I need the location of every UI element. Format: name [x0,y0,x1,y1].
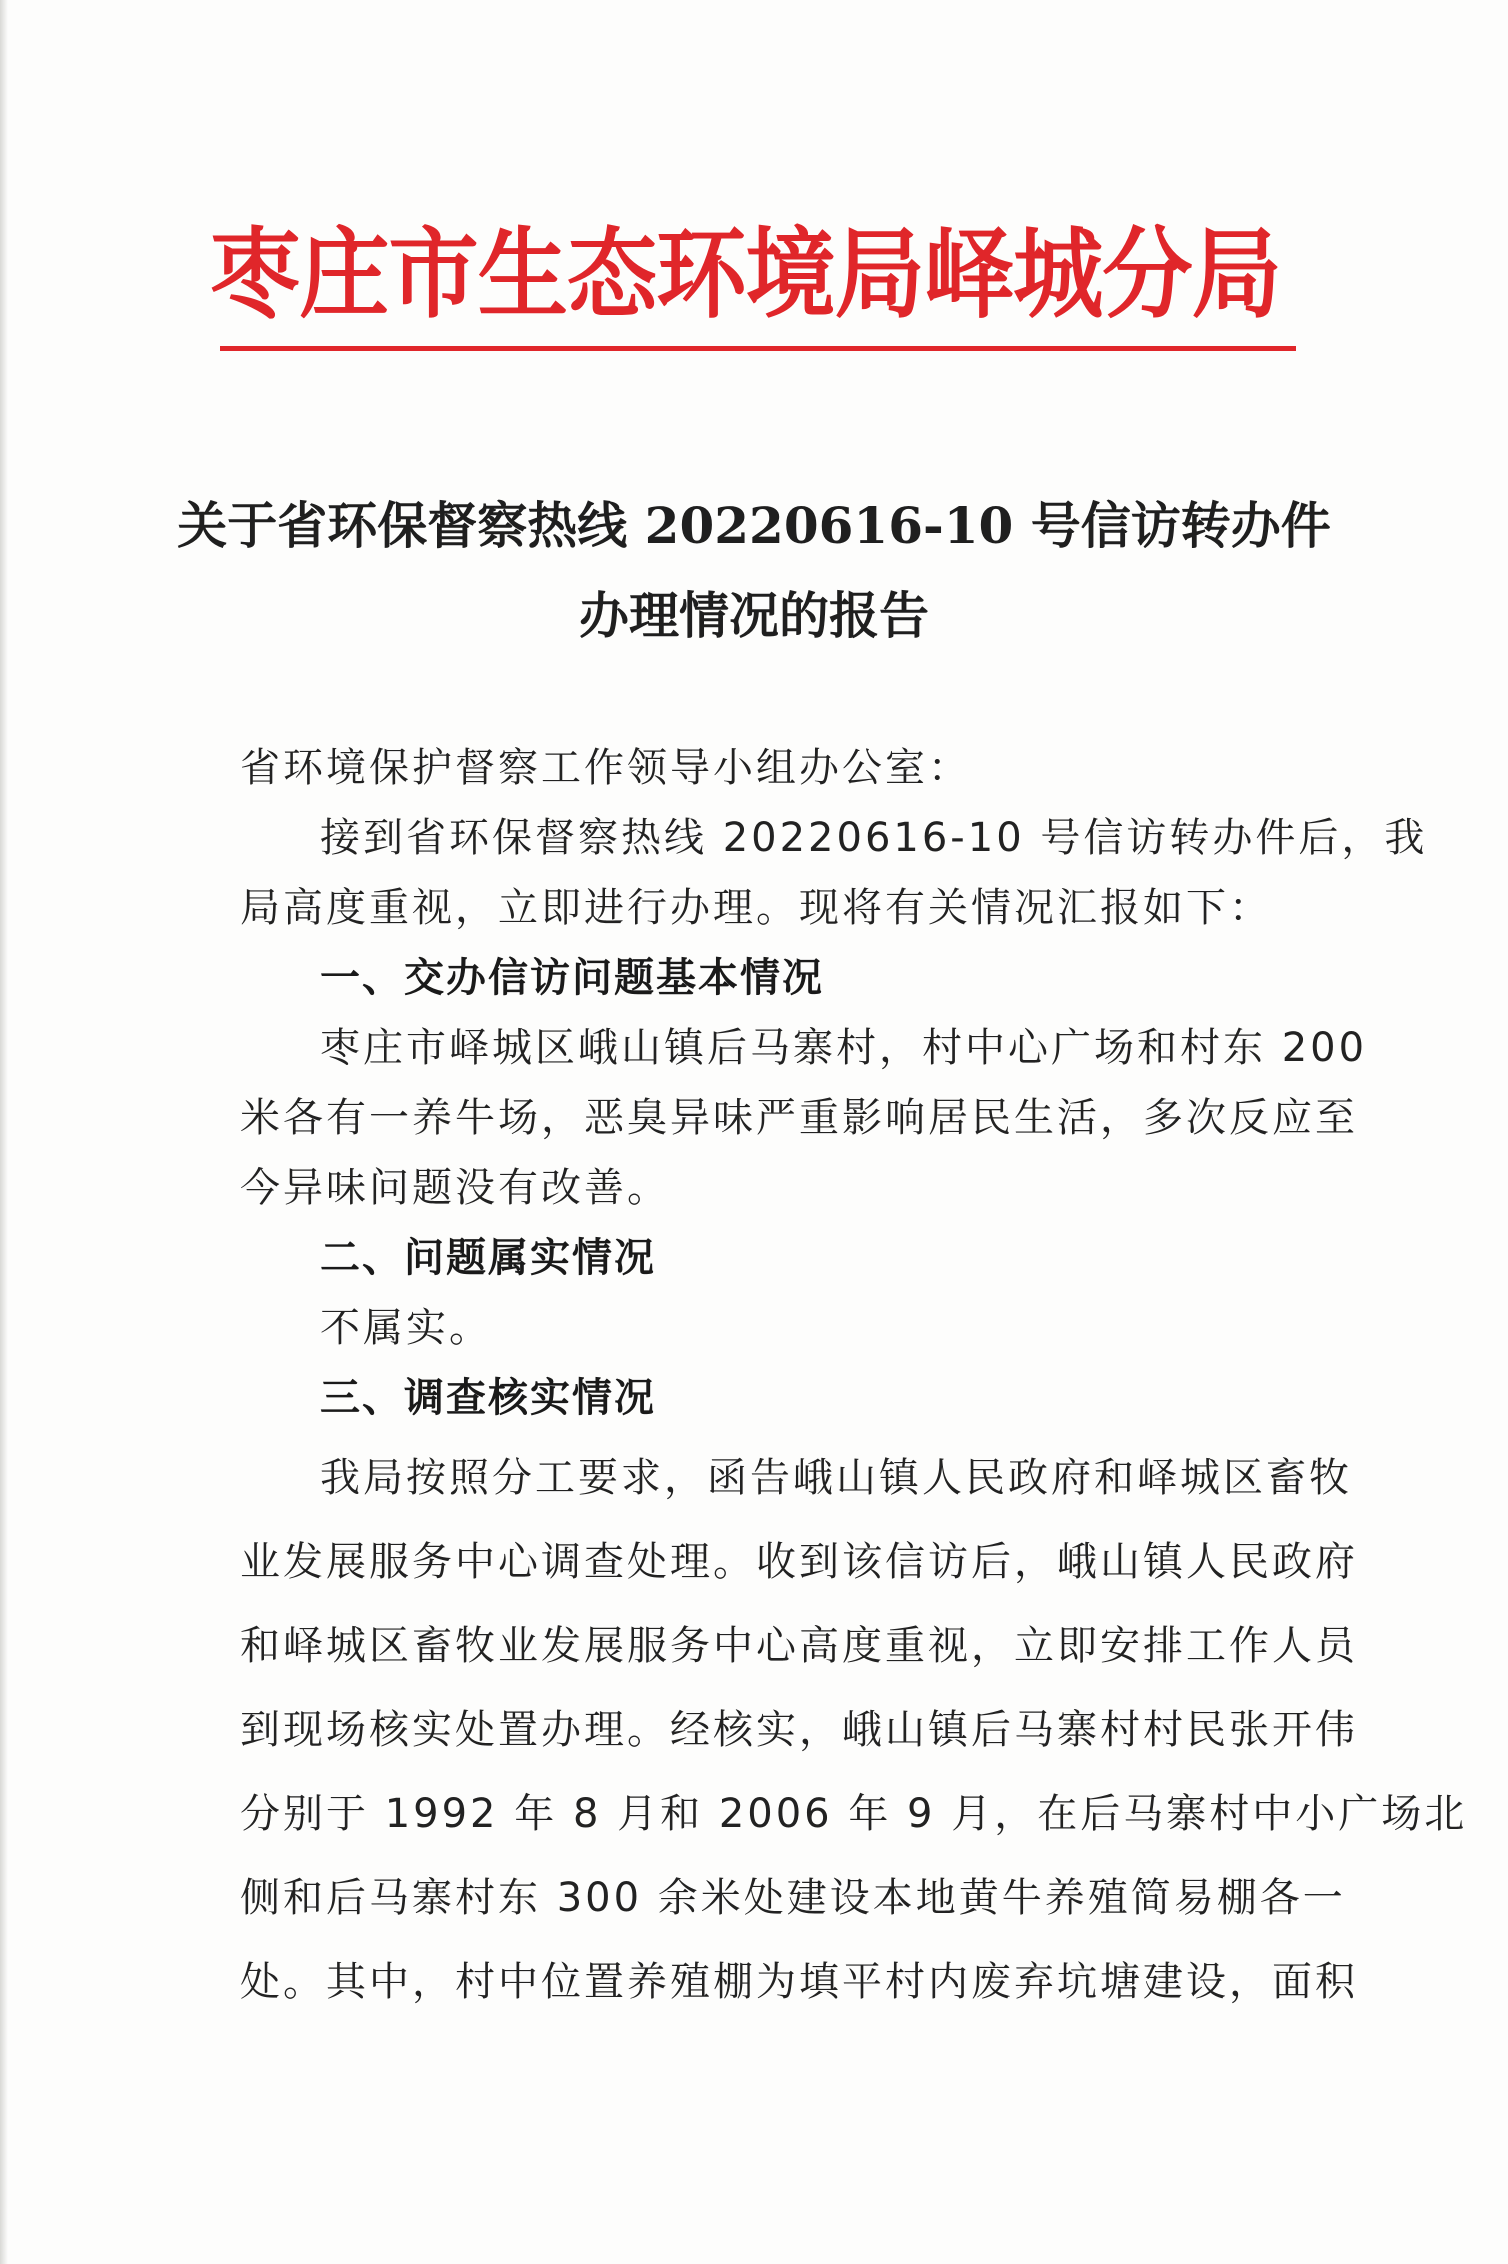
body-line: 局高度重视，立即进行办理。现将有关情况汇报如下： [240,885,1272,931]
addressee: 省环境保护督察工作领导小组办公室： [240,745,971,791]
body-line: 不属实。 [320,1305,492,1351]
header-red-rule [220,346,1296,351]
section-heading-3: 三、调查核实情况 [320,1375,656,1421]
body-line: 我局按照分工要求，函告峨山镇人民政府和峄城区畜牧 [320,1455,1352,1501]
scan-edge-shadow [0,0,8,2264]
report-title-line-2: 办理情况的报告 [579,586,929,645]
agency-header: 枣庄市生态环境局峄城分局 [210,217,1281,332]
report-title-line-1: 关于省环保督察热线 20220616-10 号信访转办件 [177,496,1331,555]
body-line: 接到省环保督察热线 20220616-10 号信访转办件后，我 [320,815,1428,861]
body-line: 今异味问题没有改善。 [240,1165,670,1211]
body-line: 业发展服务中心调查处理。收到该信访后，峨山镇人民政府 [240,1539,1358,1585]
body-line: 枣庄市峄城区峨山镇后马寨村，村中心广场和村东 200 [320,1025,1368,1071]
body-line: 处。其中，村中位置养殖棚为填平村内废弃坑塘建设，面积 [240,1959,1358,2005]
section-heading-2: 二、问题属实情况 [320,1235,656,1281]
body-line: 分别于 1992 年 8 月和 2006 年 9 月，在后马寨村中小广场北 [240,1791,1468,1837]
body-line: 侧和后马寨村东 300 余米处建设本地黄牛养殖简易棚各一 [240,1875,1346,1921]
section-heading-1: 一、交办信访问题基本情况 [320,955,824,1001]
body-line: 米各有一养牛场，恶臭异味严重影响居民生活，多次反应至 [240,1095,1358,1141]
body-line: 和峄城区畜牧业发展服务中心高度重视，立即安排工作人员 [240,1623,1358,1669]
body-line: 到现场核实处置办理。经核实，峨山镇后马寨村村民张开伟 [240,1707,1358,1753]
